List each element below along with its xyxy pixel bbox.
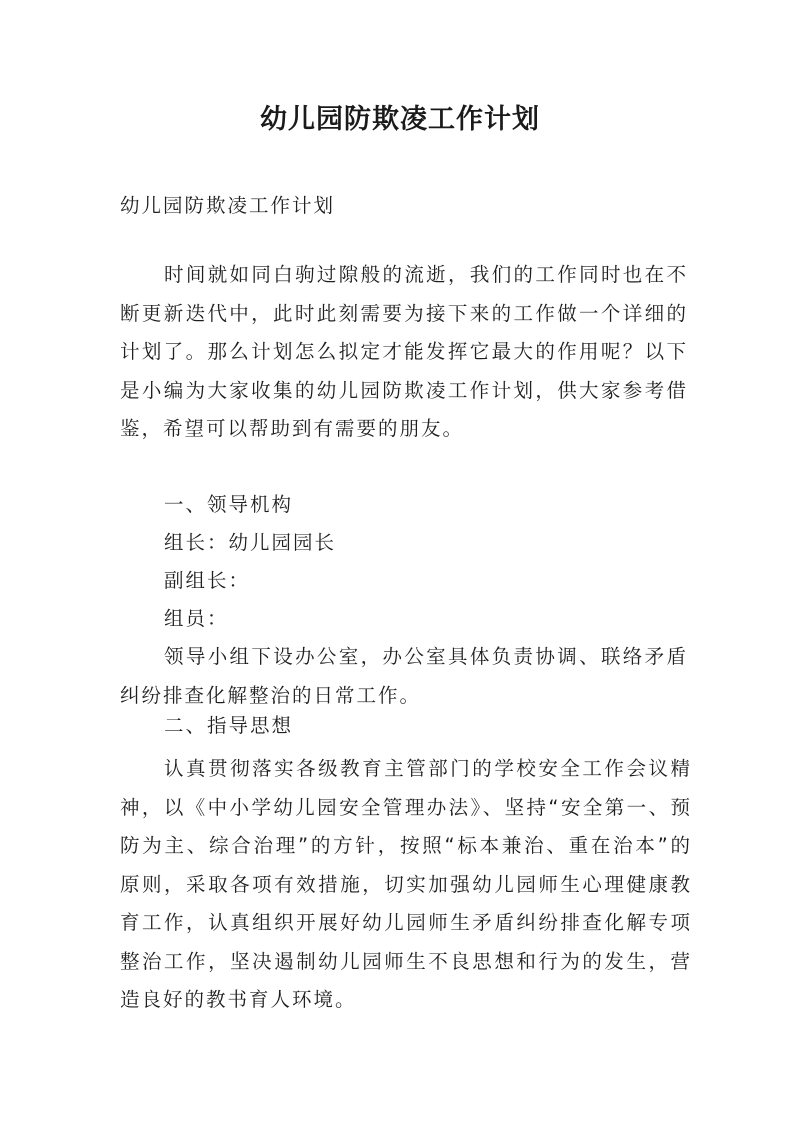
section-heading-leadership: 一、领导机构 (164, 493, 294, 516)
guiding-ideology-paragraph: 认真贯彻落实各级教育主管部门的学校安全工作会议精神，以《中小学幼儿园安全管理办法》、坚持“安全第一、预防为主、综合治理”的方针，按照“标本兼治、重在治本”的原则，采取各项有效措施，切实加强幼儿园师生心理健康教育工作，认真组织开展好幼儿园师生矛盾纠纷排查化解专项整治工作，坚决遏制幼儿园师生不良思想和行为的发生，营造良好的教书育人环境。 (120, 757, 692, 1011)
document-title: 幼儿园防欺凌工作计划 (260, 104, 540, 135)
deputy-leader-line: 副组长： (164, 569, 251, 592)
leader-line: 组长：幼儿园园长 (164, 531, 337, 554)
section-leadership (120, 486, 692, 638)
members-line: 组员： (164, 607, 229, 630)
intro-paragraph: 时间就如同白驹过隙般的流逝，我们的工作同时也在不断更新迭代中，此时此刻需要为接下来的工作做一个详细的计划了。那么计划怎么拟定才能发挥它最大的作用呢？以下是小编为大家收集的幼儿园防欺凌工作计划，供大家参考借鉴，希望可以帮助到有需要的朋友。 (120, 263, 688, 440)
section-heading-guiding-ideology: 二、指导思想 (164, 714, 294, 737)
document-subtitle: 幼儿园防欺凌工作计划 (120, 194, 336, 217)
office-paragraph: 领导小组下设办公室，办公室具体负责协调、联络矛盾纠纷排查化解整治的日常工作。 (120, 645, 688, 707)
